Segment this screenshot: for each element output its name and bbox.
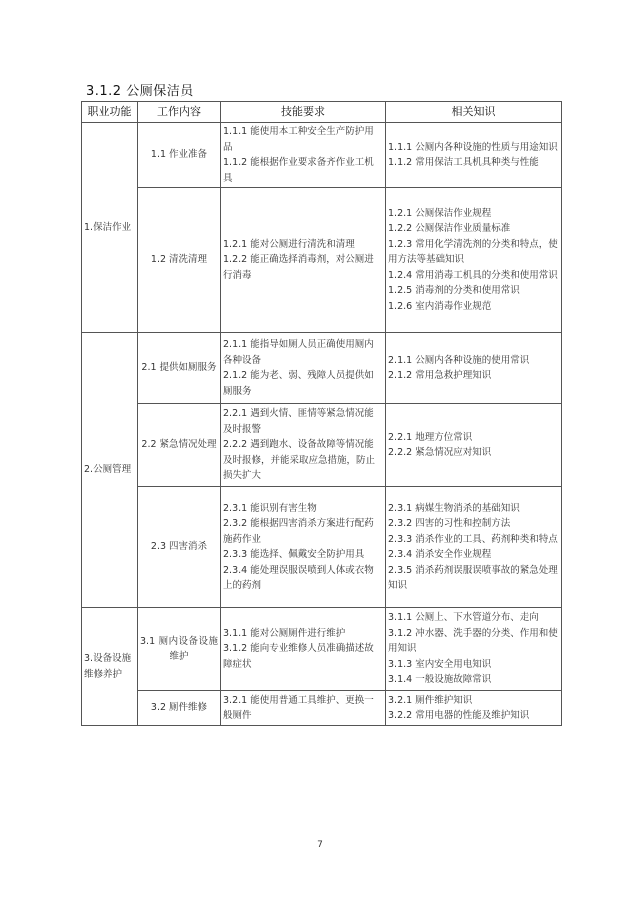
- knowledge-item: 1.2.6 室内消毒作业规范: [388, 300, 492, 312]
- skill-item: 2.1.1 能指导如厕人员正确使用厕内各种设备: [223, 339, 374, 366]
- knowledge-cell: [386, 691, 562, 726]
- table-row: [82, 333, 562, 404]
- skill-item: 3.1.1 能对公厕厕件进行维护: [223, 627, 346, 639]
- function-cell: 2.公厕管理: [82, 333, 138, 608]
- header-knowledge: 相关知识: [386, 102, 562, 123]
- skills-cell: [221, 404, 386, 487]
- content-cell: 2.2 紧急情况处理: [138, 404, 221, 487]
- knowledge-item: 2.3.1 病媒生物消杀的基础知识: [388, 502, 520, 514]
- skills-cell: [221, 123, 386, 188]
- knowledge-item: 3.1.3 室内安全用电知识: [388, 658, 492, 670]
- knowledge-item: 2.1.2 常用急救护理知识: [388, 370, 492, 381]
- table-row: [82, 404, 562, 487]
- knowledge-item: 3.1.1 公厕上、下水管道分布、走向: [388, 612, 539, 624]
- content-cell: 2.1 提供如厕服务: [138, 333, 221, 404]
- knowledge-item: 2.1.1 公厕内各种设施的使用常识: [388, 354, 530, 366]
- skill-item: 2.3.3 能选择、佩戴安全防护用具: [223, 549, 365, 560]
- knowledge-item: 3.2.2 常用电器的性能及维护知识: [388, 710, 530, 721]
- knowledge-item: 3.1.4 一般设施故障常识: [388, 674, 492, 686]
- table-row: [82, 691, 562, 726]
- skills-cell: [221, 487, 386, 608]
- knowledge-item: 2.3.5 消杀药剂误服误喷事故的紧急处理知识: [388, 564, 558, 591]
- knowledge-item: 1.2.1 公厕保洁作业规程: [388, 207, 492, 219]
- table-row: [82, 487, 562, 608]
- skills-cell: [221, 188, 386, 333]
- skill-item: 1.1.2 能根据作业要求备齐作业工机具: [223, 157, 374, 184]
- knowledge-item: 1.2.3 常用化学清洗剂的分类和特点，使用方法等基础知识: [388, 238, 558, 266]
- content-cell: 1.1 作业准备: [138, 123, 221, 188]
- knowledge-item: 1.2.5 消毒剂的分类和使用常识: [388, 285, 520, 297]
- knowledge-item: 3.2.1 厕件维护知识: [388, 694, 473, 706]
- knowledge-item: 2.3.4 消杀安全作业规程: [388, 549, 492, 560]
- skills-cell: [221, 608, 386, 691]
- header-function: 职业功能: [82, 102, 138, 123]
- page-number: 7: [317, 840, 323, 850]
- knowledge-cell: [386, 188, 562, 333]
- skill-item: 2.2.1 遇到火情、匪情等紧急情况能及时报警: [223, 408, 374, 435]
- skill-item: 3.1.2 能向专业维修人员准确描述故障症状: [223, 643, 374, 670]
- knowledge-cell: [386, 487, 562, 608]
- function-cell: 1.保洁作业: [82, 123, 138, 333]
- content-cell: 3.2 厕件维修: [138, 691, 221, 726]
- knowledge-item: 1.2.4 常用消毒工机具的分类和使用常识: [388, 269, 558, 281]
- knowledge-item: 1.2.2 公厕保洁作业质量标准: [388, 223, 511, 235]
- skill-item: 2.3.1 能识别有害生物: [223, 502, 317, 514]
- knowledge-item: 2.3.2 四害的习性和控制方法: [388, 518, 511, 529]
- header-content: 工作内容: [138, 102, 221, 123]
- knowledge-cell: [386, 404, 562, 487]
- knowledge-item: 2.2.2 紧急情况应对知识: [388, 447, 492, 458]
- header-skills: 技能要求: [221, 102, 386, 123]
- table-header-row: [82, 102, 562, 123]
- knowledge-cell: [386, 123, 562, 188]
- table-row: [82, 608, 562, 691]
- knowledge-item: 3.1.2 冲水器、洗手器的分类、作用和使用知识: [388, 627, 558, 655]
- skill-item: 2.1.2 能为老、弱、残障人员提供如厕服务: [223, 370, 374, 397]
- content-cell: 1.2 清洗清理: [138, 188, 221, 333]
- knowledge-item: 2.2.1 地理方位常识: [388, 431, 473, 443]
- knowledge-cell: [386, 608, 562, 691]
- skills-cell: [221, 691, 386, 726]
- skill-item: 1.2.1 能对公厕进行清洗和清理: [223, 238, 355, 250]
- skill-item: 3.2.1 能使用普通工具维护、更换一般厕件: [223, 694, 374, 721]
- table-row: [82, 123, 562, 188]
- knowledge-item: 1.1.1 公厕内各种设施的性质与用途知识: [388, 141, 558, 153]
- skill-item: 2.3.2 能根据四害消杀方案进行配药施药作业: [223, 518, 374, 545]
- knowledge-cell: [386, 333, 562, 404]
- content-cell: 2.3 四害消杀: [138, 487, 221, 608]
- function-cell: 3.设备设施维修养护: [82, 608, 138, 726]
- skill-item: 1.1.1 能使用本工种安全生产防护用品: [223, 126, 374, 153]
- skills-table: [81, 101, 562, 726]
- section-title: 3.1.2 公厕保洁员: [86, 84, 194, 99]
- skills-cell: [221, 333, 386, 404]
- skill-item: 2.2.2 遇到跑水、设备故障等情况能及时报修，并能采取应急措施，防止损失扩大: [223, 439, 376, 482]
- knowledge-item: 2.3.3 消杀作业的工具、药剂种类和特点: [388, 533, 558, 545]
- knowledge-item: 1.1.2 常用保洁工具机具种类与性能: [388, 157, 539, 168]
- content-cell: 3.1 厕内设备设施维护: [138, 608, 221, 691]
- table-row: [82, 188, 562, 333]
- skill-item: 1.2.2 能正确选择消毒剂，对公厕进行消毒: [223, 254, 374, 281]
- skill-item: 2.3.4 能处理误服误喷到人体或衣物上的药剂: [223, 564, 374, 591]
